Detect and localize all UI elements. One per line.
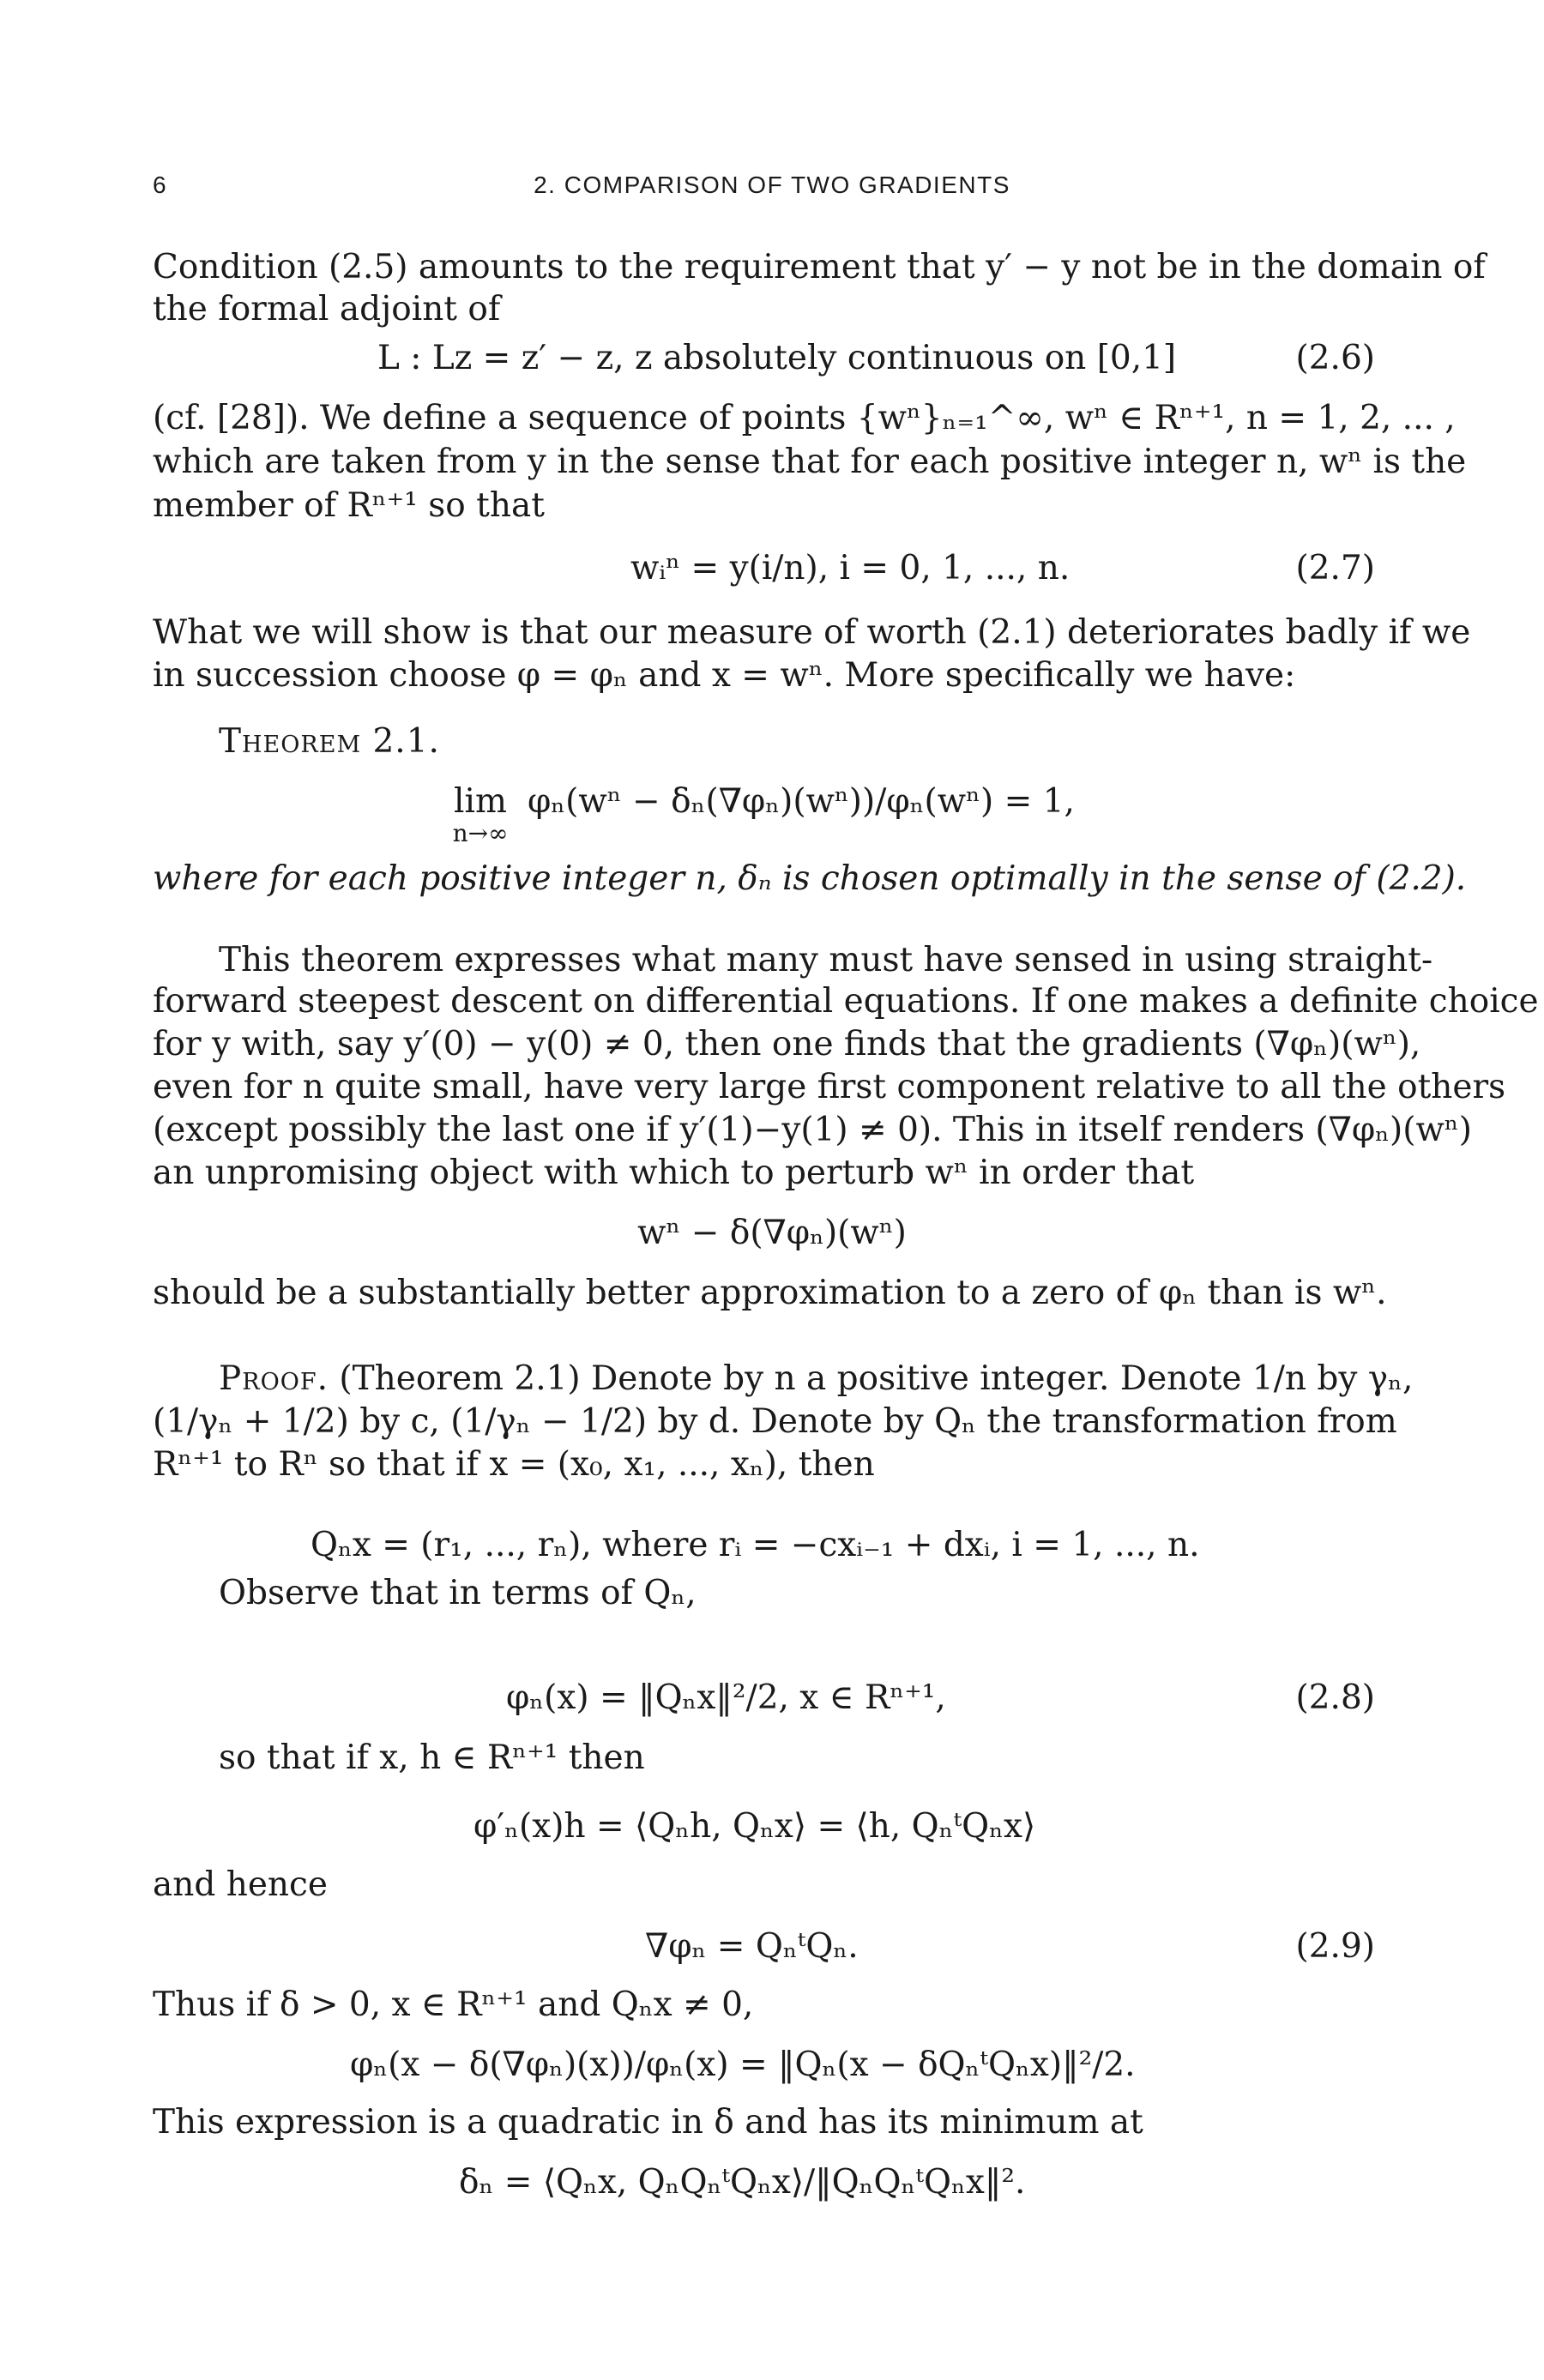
lim-subscript: n→∞ bbox=[452, 819, 509, 847]
equation-ratio: φₙ(x − δ(∇φₙ)(x))/φₙ(x) = ‖Qₙ(x − δQₙᵗQₙx)‖²/2. bbox=[350, 2046, 1136, 2084]
para3-line1: What we will show is that our measure of worth (2.1) deteriorates badly if we bbox=[153, 613, 1471, 652]
para1-line1: Condition (2.5) amounts to the requirement that y′ − y not be in the domain of bbox=[153, 248, 1486, 286]
page-number: 6 bbox=[153, 172, 166, 198]
lim-word: lim bbox=[454, 782, 507, 821]
para4-line1: This theorem expresses what many must have sensed in using straight- bbox=[219, 941, 1433, 979]
para4-line2: forward steepest descent on differential equations. If one makes a definite choice bbox=[153, 982, 1539, 1021]
para10-line1: This expression is a quadratic in δ and has its minimum at bbox=[153, 2103, 1143, 2142]
equation-Qn-definition: Qₙx = (r₁, ..., rₙ), where rᵢ = −cxᵢ₋₁ + dxᵢ, i = 1, ..., n. bbox=[311, 1526, 1200, 1564]
running-title: 2. COMPARISON OF TWO GRADIENTS bbox=[534, 172, 1010, 198]
theorem-formula: φₙ(wⁿ − δₙ(∇φₙ)(wⁿ))/φₙ(wⁿ) = 1, bbox=[528, 782, 1075, 821]
equation-2-6: L : Lz = z′ − z, z absolutely continuous on [0,1] bbox=[377, 339, 1177, 377]
para2-line2: which are taken from y in the sense that for each positive integer n, wⁿ is the bbox=[153, 443, 1467, 481]
equation-2-7-tag: (2.7) bbox=[1295, 549, 1375, 587]
para5-line1: should be a substantially better approximation to a zero of φₙ than is wⁿ. bbox=[153, 1274, 1387, 1312]
para9-line1: Thus if δ > 0, x ∈ Rⁿ⁺¹ and Qₙx ≠ 0, bbox=[153, 1985, 754, 2024]
proof-label: Proof. bbox=[219, 1359, 329, 1398]
perturbation-expression: wⁿ − δ(∇φₙ)(wⁿ) bbox=[637, 1214, 907, 1252]
equation-2-8-tag: (2.8) bbox=[1295, 1678, 1375, 1717]
para4-line6: an unpromising object with which to perturb wⁿ in order that bbox=[153, 1154, 1195, 1192]
para2-line3: member of Rⁿ⁺¹ so that bbox=[153, 486, 545, 525]
theorem-statement: where for each positive integer n, δₙ is chosen optimally in the sense of (2.2). bbox=[153, 859, 1467, 898]
para3-line2: in succession choose φ = φₙ and x = wⁿ. More specifically we have: bbox=[153, 656, 1296, 695]
equation-2-9: ∇φₙ = QₙᵗQₙ. bbox=[645, 1927, 859, 1966]
proof-line3: Rⁿ⁺¹ to Rⁿ so that if x = (x₀, x₁, ..., xₙ), then bbox=[153, 1445, 875, 1484]
para6-line1: Observe that in terms of Qₙ, bbox=[219, 1574, 697, 1612]
proof-line1-text: (Theorem 2.1) Denote by n a positive integer. Denote 1/n by γₙ, bbox=[339, 1359, 1414, 1398]
theorem-label: Theorem 2.1. bbox=[219, 722, 440, 761]
theorem-limit bbox=[433, 782, 528, 847]
para8-line1: and hence bbox=[153, 1865, 328, 1904]
para1-line2: the formal adjoint of bbox=[153, 290, 501, 328]
proof-line2: (1/γₙ + 1/2) by c, (1/γₙ − 1/2) by d. Denote by Qₙ the transformation from bbox=[153, 1402, 1397, 1441]
proof-line1 bbox=[219, 1359, 1544, 1398]
equation-2-7: wᵢⁿ = y(i/n), i = 0, 1, ..., n. bbox=[630, 549, 1071, 587]
para4-line4: even for n quite small, have very large first component relative to all the others bbox=[153, 1068, 1506, 1106]
equation-2-9-tag: (2.9) bbox=[1295, 1927, 1375, 1966]
equation-2-6-tag: (2.6) bbox=[1295, 339, 1375, 377]
para7-line1: so that if x, h ∈ Rⁿ⁺¹ then bbox=[219, 1738, 645, 1777]
equation-derivative: φ′ₙ(x)h = ⟨Qₙh, Qₙx⟩ = ⟨h, QₙᵗQₙx⟩ bbox=[473, 1807, 1036, 1846]
para4-line3: for y with, say y′(0) − y(0) ≠ 0, then one finds that the gradients (∇φₙ)(wⁿ), bbox=[153, 1025, 1421, 1063]
equation-delta-min: δₙ = ⟨Qₙx, QₙQₙᵗQₙx⟩/‖QₙQₙᵗQₙx‖². bbox=[459, 2163, 1026, 2202]
para2-line1: (cf. [28]). We define a sequence of points {wⁿ}ₙ₌₁^∞, wⁿ ∈ Rⁿ⁺¹, n = 1, 2, ... , bbox=[153, 399, 1456, 437]
para4-line5: (except possibly the last one if y′(1)−y(1) ≠ 0). This in itself renders (∇φₙ)(wⁿ) bbox=[153, 1111, 1472, 1149]
equation-2-8: φₙ(x) = ‖Qₙx‖²/2, x ∈ Rⁿ⁺¹, bbox=[506, 1678, 946, 1717]
